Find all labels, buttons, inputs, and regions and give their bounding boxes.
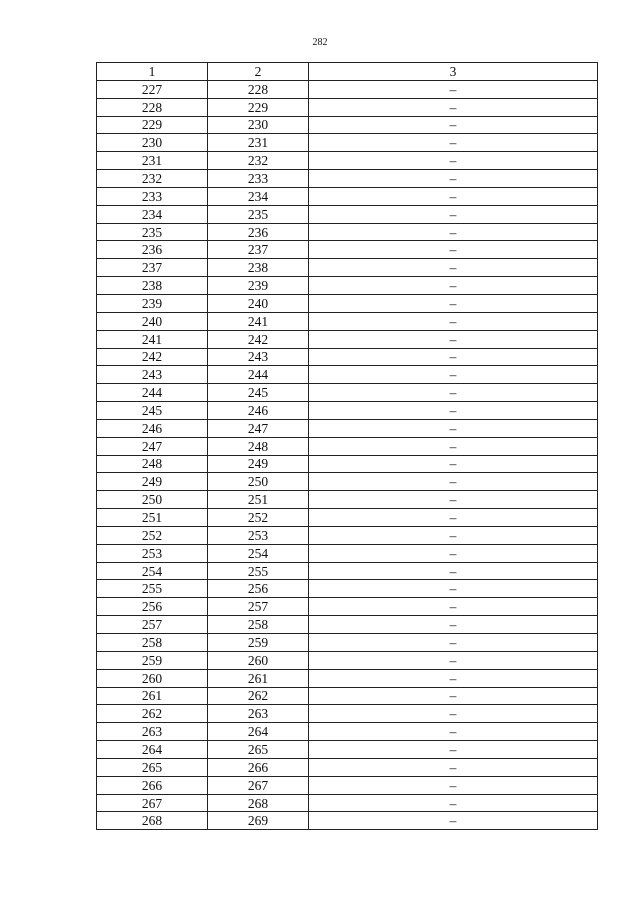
table-cell-col-1: 241: [97, 330, 208, 348]
column-header-3: 3: [309, 63, 598, 81]
table-row: [97, 812, 598, 830]
table-cell-col-3: –: [309, 723, 598, 741]
table-cell-col-3: –: [309, 509, 598, 527]
table-cell-col-2: 246: [208, 402, 309, 420]
table-row: [97, 419, 598, 437]
table-cell-col-1: 236: [97, 241, 208, 259]
page-number: 282: [312, 37, 328, 48]
table-row: [97, 223, 598, 241]
table-cell-col-2: 235: [208, 205, 309, 223]
table-cell-col-3: –: [309, 544, 598, 562]
table-cell-col-3: –: [309, 134, 598, 152]
table-row: [97, 741, 598, 759]
table-row: [97, 473, 598, 491]
table-cell-col-2: 248: [208, 437, 309, 455]
table-cell-col-2: 260: [208, 651, 309, 669]
table-cell-col-1: 257: [97, 616, 208, 634]
table-cell-col-3: –: [309, 812, 598, 830]
table-cell-col-1: 258: [97, 634, 208, 652]
table-row: [97, 402, 598, 420]
table-cell-col-3: –: [309, 402, 598, 420]
table-cell-col-3: –: [309, 152, 598, 170]
table-cell-col-1: 239: [97, 294, 208, 312]
table-row: [97, 491, 598, 509]
table-cell-col-2: 228: [208, 80, 309, 98]
table-row: [97, 509, 598, 527]
table-cell-col-1: 234: [97, 205, 208, 223]
table-cell-col-2: 254: [208, 544, 309, 562]
table-cell-col-3: –: [309, 259, 598, 277]
table-row: [97, 526, 598, 544]
table-cell-col-3: –: [309, 437, 598, 455]
table-cell-col-3: –: [309, 366, 598, 384]
table-row: [97, 330, 598, 348]
table-row: [97, 580, 598, 598]
table-row: [97, 294, 598, 312]
table-cell-col-1: 240: [97, 312, 208, 330]
table-cell-col-3: –: [309, 419, 598, 437]
table-cell-col-2: 256: [208, 580, 309, 598]
table-cell-col-2: 262: [208, 687, 309, 705]
data-table: [96, 62, 598, 830]
table-cell-col-2: 241: [208, 312, 309, 330]
table-row: [97, 277, 598, 295]
table-row: [97, 776, 598, 794]
table-row: [97, 241, 598, 259]
table-cell-col-2: 261: [208, 669, 309, 687]
table-cell-col-3: –: [309, 580, 598, 598]
table-cell-col-2: 264: [208, 723, 309, 741]
table-cell-col-2: 269: [208, 812, 309, 830]
table-row: [97, 116, 598, 134]
table-cell-col-2: 267: [208, 776, 309, 794]
table-row: [97, 348, 598, 366]
table-row: [97, 259, 598, 277]
table-cell-col-2: 244: [208, 366, 309, 384]
table-cell-col-2: 250: [208, 473, 309, 491]
table-cell-col-1: 259: [97, 651, 208, 669]
table-cell-col-1: 266: [97, 776, 208, 794]
table-cell-col-1: 251: [97, 509, 208, 527]
table-row: [97, 598, 598, 616]
table-cell-col-1: 253: [97, 544, 208, 562]
table-cell-col-2: 255: [208, 562, 309, 580]
table-cell-col-2: 238: [208, 259, 309, 277]
table-cell-col-1: 230: [97, 134, 208, 152]
table-cell-col-2: 242: [208, 330, 309, 348]
table-cell-col-1: 263: [97, 723, 208, 741]
table-row: [97, 455, 598, 473]
column-header-1: 1: [97, 63, 208, 81]
table-cell-col-3: –: [309, 348, 598, 366]
table-cell-col-3: –: [309, 205, 598, 223]
table-cell-col-1: 247: [97, 437, 208, 455]
table-cell-col-3: –: [309, 187, 598, 205]
table-cell-col-2: 230: [208, 116, 309, 134]
table-cell-col-3: –: [309, 758, 598, 776]
table-row: [97, 366, 598, 384]
table-cell-col-1: 238: [97, 277, 208, 295]
table-cell-col-3: –: [309, 312, 598, 330]
table-cell-col-1: 255: [97, 580, 208, 598]
table-cell-col-3: –: [309, 598, 598, 616]
table-cell-col-1: 228: [97, 98, 208, 116]
table-cell-col-3: –: [309, 455, 598, 473]
table-cell-col-3: –: [309, 384, 598, 402]
table-cell-col-1: 233: [97, 187, 208, 205]
table-cell-col-1: 262: [97, 705, 208, 723]
table-cell-col-3: –: [309, 98, 598, 116]
table-cell-col-1: 244: [97, 384, 208, 402]
table-cell-col-1: 256: [97, 598, 208, 616]
table-cell-col-1: 237: [97, 259, 208, 277]
table-cell-col-3: –: [309, 116, 598, 134]
table-row: [97, 205, 598, 223]
table-row: [97, 170, 598, 188]
table-cell-col-1: 227: [97, 80, 208, 98]
table-row: [97, 98, 598, 116]
table-row: [97, 794, 598, 812]
table-cell-col-1: 249: [97, 473, 208, 491]
table-cell-col-2: 253: [208, 526, 309, 544]
table-cell-col-1: 231: [97, 152, 208, 170]
table-cell-col-2: 249: [208, 455, 309, 473]
table-cell-col-3: –: [309, 170, 598, 188]
table-cell-col-2: 239: [208, 277, 309, 295]
table-cell-col-3: –: [309, 277, 598, 295]
table-cell-col-3: –: [309, 330, 598, 348]
table-cell-col-2: 234: [208, 187, 309, 205]
table-cell-col-3: –: [309, 616, 598, 634]
table-cell-col-1: 243: [97, 366, 208, 384]
table-cell-col-3: –: [309, 80, 598, 98]
table-cell-col-1: 252: [97, 526, 208, 544]
table-cell-col-2: 251: [208, 491, 309, 509]
table-cell-col-1: 235: [97, 223, 208, 241]
table-row: [97, 758, 598, 776]
table-cell-col-2: 258: [208, 616, 309, 634]
table-row: [97, 312, 598, 330]
table-cell-col-3: –: [309, 473, 598, 491]
table-cell-col-3: –: [309, 634, 598, 652]
table-header: [97, 63, 598, 81]
table-cell-col-2: 233: [208, 170, 309, 188]
table-cell-col-3: –: [309, 223, 598, 241]
header-row: [97, 63, 598, 81]
table-cell-col-1: 268: [97, 812, 208, 830]
table-cell-col-2: 240: [208, 294, 309, 312]
table-row: [97, 669, 598, 687]
table-body: [97, 80, 598, 829]
table-cell-col-3: –: [309, 794, 598, 812]
table-cell-col-2: 265: [208, 741, 309, 759]
table-row: [97, 80, 598, 98]
table-row: [97, 616, 598, 634]
table-cell-col-1: 229: [97, 116, 208, 134]
table-cell-col-3: –: [309, 669, 598, 687]
table-row: [97, 634, 598, 652]
table-cell-col-2: 231: [208, 134, 309, 152]
table-cell-col-3: –: [309, 562, 598, 580]
table-cell-col-1: 261: [97, 687, 208, 705]
table-cell-col-2: 243: [208, 348, 309, 366]
table-row: [97, 562, 598, 580]
table-cell-col-2: 236: [208, 223, 309, 241]
table-cell-col-2: 252: [208, 509, 309, 527]
table-cell-col-2: 247: [208, 419, 309, 437]
table-cell-col-1: 232: [97, 170, 208, 188]
table-cell-col-1: 267: [97, 794, 208, 812]
table-cell-col-1: 260: [97, 669, 208, 687]
table-row: [97, 687, 598, 705]
table-cell-col-1: 248: [97, 455, 208, 473]
table-row: [97, 134, 598, 152]
table-cell-col-1: 250: [97, 491, 208, 509]
table-cell-col-2: 259: [208, 634, 309, 652]
table-cell-col-2: 257: [208, 598, 309, 616]
table-row: [97, 544, 598, 562]
table-cell-col-3: –: [309, 294, 598, 312]
table-cell-col-3: –: [309, 776, 598, 794]
table-cell-col-2: 263: [208, 705, 309, 723]
table-cell-col-2: 266: [208, 758, 309, 776]
table-row: [97, 152, 598, 170]
table-cell-col-1: 264: [97, 741, 208, 759]
column-header-2: 2: [208, 63, 309, 81]
table-cell-col-1: 246: [97, 419, 208, 437]
table-cell-col-3: –: [309, 705, 598, 723]
table-cell-col-1: 254: [97, 562, 208, 580]
table-cell-col-2: 237: [208, 241, 309, 259]
table-cell-col-3: –: [309, 687, 598, 705]
table-cell-col-2: 268: [208, 794, 309, 812]
table-row: [97, 437, 598, 455]
table-cell-col-2: 245: [208, 384, 309, 402]
table-row: [97, 384, 598, 402]
table-row: [97, 723, 598, 741]
table-cell-col-2: 229: [208, 98, 309, 116]
table-row: [97, 651, 598, 669]
table-row: [97, 705, 598, 723]
table-cell-col-2: 232: [208, 152, 309, 170]
table-cell-col-3: –: [309, 741, 598, 759]
table-cell-col-1: 242: [97, 348, 208, 366]
table-cell-col-3: –: [309, 241, 598, 259]
table-cell-col-3: –: [309, 651, 598, 669]
table-cell-col-1: 245: [97, 402, 208, 420]
table-cell-col-1: 265: [97, 758, 208, 776]
table-cell-col-3: –: [309, 491, 598, 509]
table-cell-col-3: –: [309, 526, 598, 544]
table-row: [97, 187, 598, 205]
